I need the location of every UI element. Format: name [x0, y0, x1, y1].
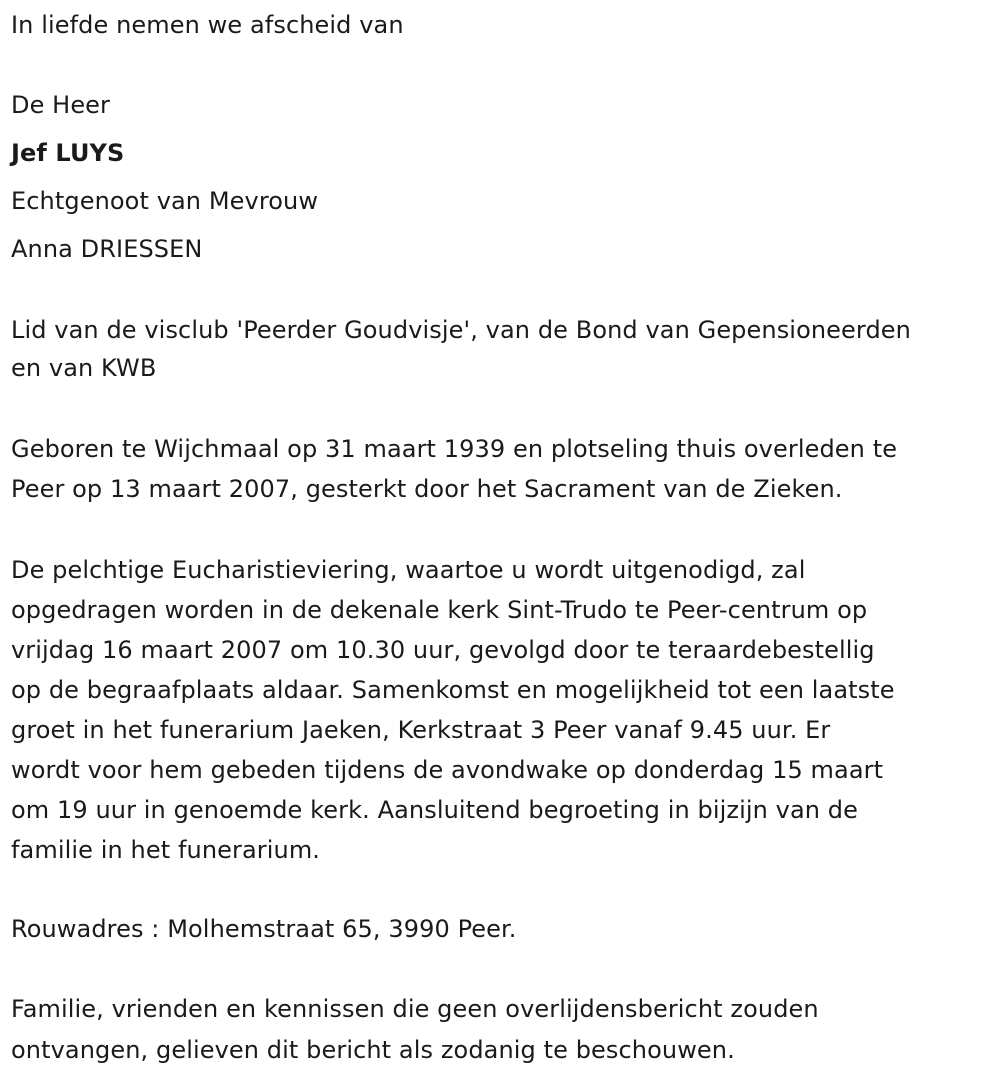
closing-line-1: Familie, vrienden en kennissen die geen overlijdensbericht zouden: [11, 995, 819, 1023]
ceremony-line-7: om 19 uur in genoemde kerk. Aansluitend begroeting in bijzijn van de: [11, 796, 858, 824]
intro-line: In liefde nemen we afscheid van: [11, 11, 404, 39]
birth-death-line-1: Geboren te Wijchmaal op 31 maart 1939 en plotseling thuis overleden te: [11, 435, 898, 463]
spouse-line-1: Echtgenoot van Mevrouw: [11, 187, 319, 215]
deceased-name: Jef LUYS: [11, 139, 125, 167]
membership-line-1: Lid van de visclub 'Peerder Goudvisje', van de Bond van Gepensioneerden: [11, 316, 911, 344]
ceremony-line-5: groet in het funerarium Jaeken, Kerkstraat 3 Peer vanaf 9.45 uur. Er: [11, 716, 831, 744]
spouse-line-2: Anna DRIESSEN: [11, 235, 203, 263]
ceremony-line-3: vrijdag 16 maart 2007 om 10.30 uur, gevolgd door te teraardebestellig: [11, 636, 875, 664]
ceremony-line-6: wordt voor hem gebeden tijdens de avondwake op donderdag 15 maart: [11, 756, 884, 784]
closing-line-2: ontvangen, gelieven dit bericht als zodanig te beschouwen.: [11, 1036, 735, 1064]
membership-line-2: en van KWB: [11, 354, 157, 382]
salutation: De Heer: [11, 91, 111, 119]
ceremony-line-4: op de begraafplaats aldaar. Samenkomst en mogelijkheid tot een laatste: [11, 676, 895, 704]
address-line: Rouwadres : Molhemstraat 65, 3990 Peer.: [11, 915, 517, 943]
birth-death-line-2: Peer op 13 maart 2007, gesterkt door het Sacrament van de Zieken.: [11, 475, 843, 503]
ceremony-line-2: opgedragen worden in de dekenale kerk Sint-Trudo te Peer-centrum op: [11, 596, 868, 624]
ceremony-line-1: De pelchtige Eucharistieviering, waartoe u wordt uitgenodigd, zal: [11, 556, 806, 584]
ceremony-line-8: familie in het funerarium.: [11, 836, 321, 864]
